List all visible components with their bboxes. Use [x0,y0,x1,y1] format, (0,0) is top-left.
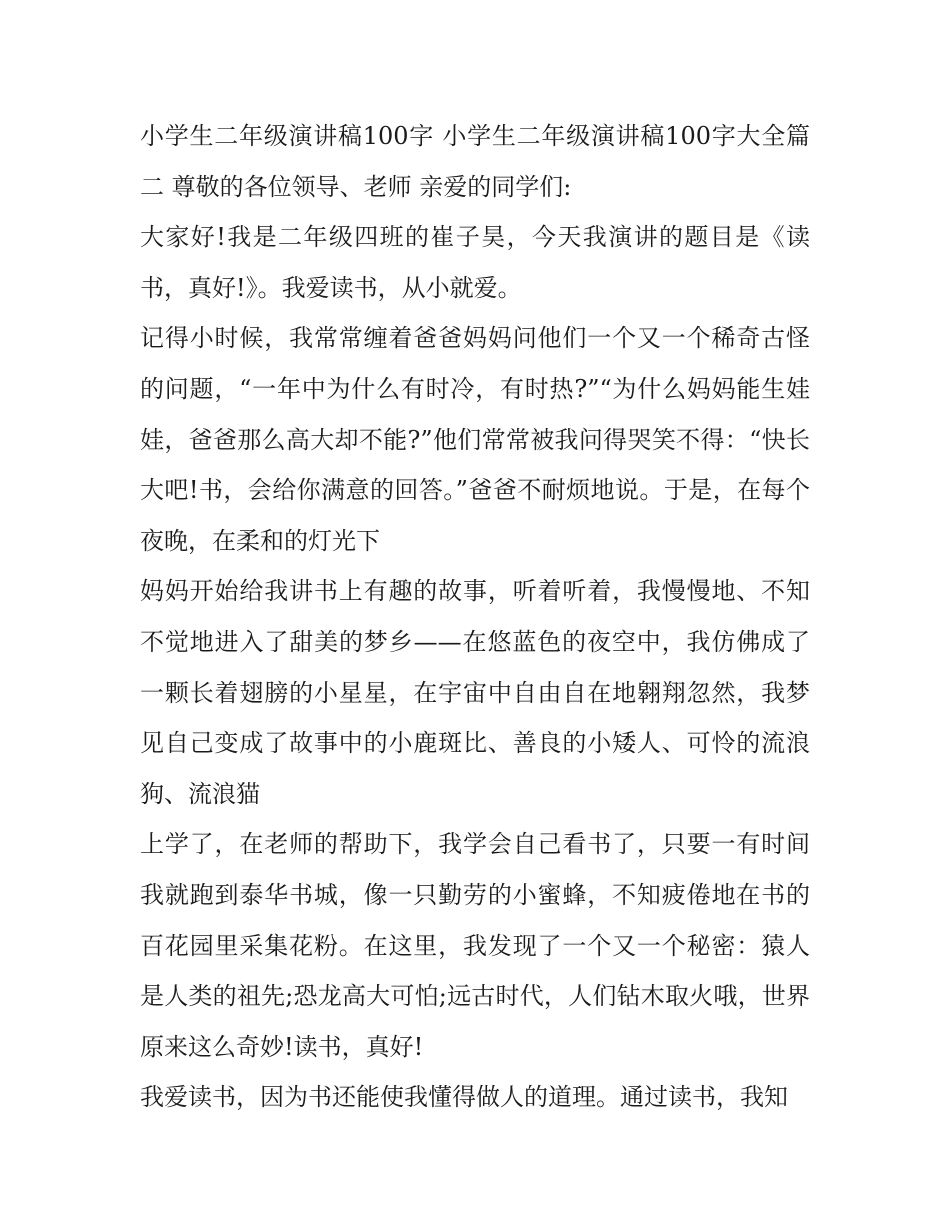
paragraph-love-reading: 我爱读书，因为书还能使我懂得做人的道理。通过读书，我知 [140,1083,788,1112]
paragraph-school: 上学了，在老师的帮助下，我学会自己看书了，只要一有时间我就跑到泰华书城，像一只勤劳的小蜜蜂，不知疲倦地在书的百花园里采集花粉。在这里，我发现了一个又一个秘密：猿人是人类的祖先;恐龙高大可怕;远古时代，人们钻木取火哦，世界原来这么奇妙!读书，真好! [140,830,810,1061]
paragraph-bedtime-stories: 妈妈开始给我讲书上有趣的故事，听着听着，我慢慢地、不知不觉地进入了甜美的梦乡——在悠蓝色的夜空中，我仿佛成了一颗长着翅膀的小星星，在宇宙中自由自在地翱翔忽然，我梦见自己变成了故事中的小鹿斑比、善良的小矮人、可怜的流浪狗、流浪猫 [140,577,810,808]
paragraph-greeting: 大家好!我是二年级四班的崔子昊，今天我演讲的题目是《读书，真好!》。我爱读书，从小就爱。 [140,223,810,302]
paragraph-childhood: 记得小时候，我常常缠着爸爸妈妈问他们一个又一个稀奇古怪的问题，“一年中为什么有时冷，有时热?”“为什么妈妈能生娃娃，爸爸那么高大却不能?”他们常常被我问得哭笑不得：“快长大吧!书，会给你满意的回答。”爸爸不耐烦地说。于是，在每个夜晚，在柔和的灯光下 [140,324,810,555]
paragraph-title: 小学生二年级演讲稿100字 小学生二年级演讲稿100字大全篇二 尊敬的各位领导、老师 亲爱的同学们: [140,122,810,201]
document-page [140,111,810,1123]
